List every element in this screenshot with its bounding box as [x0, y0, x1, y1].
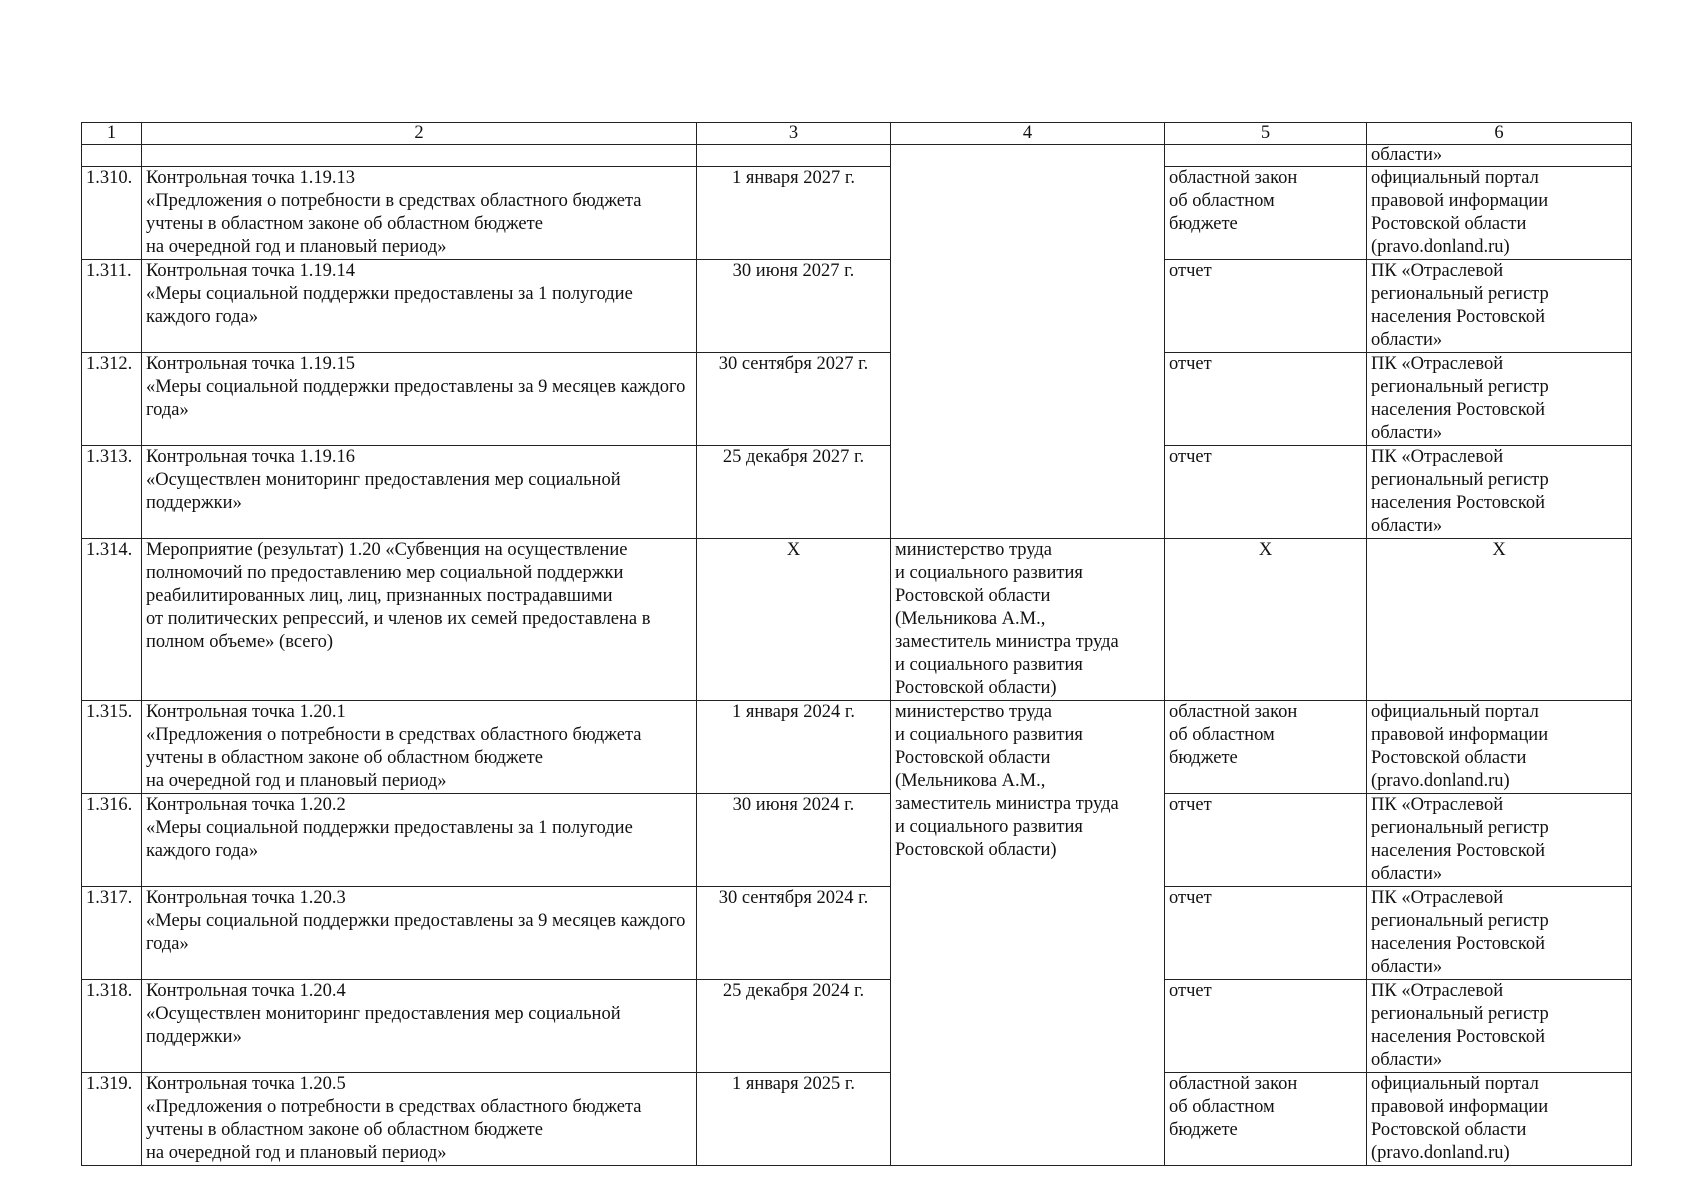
document-cell: отчет	[1165, 887, 1367, 980]
responsible-cell: министерство труда и социального развития Ростовской области (Мельникова А.М., заместитель министра труда и социального развития Ростовской области)	[891, 539, 1165, 701]
date-cell: 25 декабря 2027 г.	[697, 446, 891, 539]
row-number-cell: 1.312.	[82, 353, 142, 446]
name-cell: Контрольная точка 1.20.2 «Меры социальной поддержки предоставлены за 1 полугодие каждого года»	[142, 794, 697, 887]
header-cell: 2	[142, 123, 697, 145]
date-cell: 30 июня 2027 г.	[697, 260, 891, 353]
name-cell: Контрольная точка 1.19.15 «Меры социальной поддержки предоставлены за 9 месяцев каждого года»	[142, 353, 697, 446]
continuation-row	[82, 145, 1632, 167]
row-number-cell: 1.316.	[82, 794, 142, 887]
header-cell: 6	[1367, 123, 1632, 145]
header-cell: 3	[697, 123, 891, 145]
system-cell: области»	[1367, 145, 1632, 167]
document-cell	[1165, 145, 1367, 167]
row-number-cell: 1.310.	[82, 167, 142, 260]
system-cell: официальный портал правовой информации Ростовской области (pravo.donland.ru)	[1367, 1073, 1632, 1166]
table-row	[82, 887, 1632, 980]
row-number-cell	[82, 145, 142, 167]
row-number-cell: 1.317.	[82, 887, 142, 980]
date-cell: 25 декабря 2024 г.	[697, 980, 891, 1073]
table-row	[82, 446, 1632, 539]
system-cell: официальный портал правовой информации Ростовской области (pravo.donland.ru)	[1367, 167, 1632, 260]
system-cell: ПК «Отраслевой региональный регистр населения Ростовской области»	[1367, 887, 1632, 980]
responsible-cell: министерство труда и социального развития Ростовской области (Мельникова А.М., заместитель министра труда и социального развития Ростовской области)	[891, 701, 1165, 1166]
name-cell: Мероприятие (результат) 1.20 «Субвенция на осуществление полномочий по предоставлению мер социальной поддержки реабилитированных лиц, лиц, признанных пострадавшими от политических репрессий, и членов их семей предоставлена в полном объеме» (всего)	[142, 539, 697, 701]
name-cell: Контрольная точка 1.20.1 «Предложения о потребности в средствах областного бюджета учтены в областном законе об областном бюджете на очередной год и плановый период»	[142, 701, 697, 794]
name-cell	[142, 145, 697, 167]
table-row	[82, 353, 1632, 446]
name-cell: Контрольная точка 1.19.14 «Меры социальной поддержки предоставлены за 1 полугодие каждого года»	[142, 260, 697, 353]
table-row	[82, 167, 1632, 260]
date-cell: 30 сентября 2027 г.	[697, 353, 891, 446]
document-cell: областной закон об областном бюджете	[1165, 701, 1367, 794]
document-cell: отчет	[1165, 980, 1367, 1073]
document-cell: отчет	[1165, 353, 1367, 446]
system-cell: ПК «Отраслевой региональный регистр населения Ростовской области»	[1367, 980, 1632, 1073]
name-cell: Контрольная точка 1.20.4 «Осуществлен мониторинг предоставления мер социальной поддержки»	[142, 980, 697, 1073]
table-row	[82, 1073, 1632, 1166]
document-cell: областной закон об областном бюджете	[1165, 1073, 1367, 1166]
row-number-cell: 1.319.	[82, 1073, 142, 1166]
row-number-cell: 1.318.	[82, 980, 142, 1073]
table-row	[82, 260, 1632, 353]
document-page	[81, 122, 1632, 1166]
header-cell: 5	[1165, 123, 1367, 145]
system-cell: ПК «Отраслевой региональный регистр населения Ростовской области»	[1367, 353, 1632, 446]
table-row	[82, 539, 1632, 701]
date-cell: 1 января 2025 г.	[697, 1073, 891, 1166]
name-cell: Контрольная точка 1.19.16 «Осуществлен мониторинг предоставления мер социальной поддержки»	[142, 446, 697, 539]
row-number-cell: 1.313.	[82, 446, 142, 539]
system-cell: Х	[1367, 539, 1632, 701]
table-row	[82, 701, 1632, 794]
system-cell: ПК «Отраслевой региональный регистр населения Ростовской области»	[1367, 446, 1632, 539]
date-cell: Х	[697, 539, 891, 701]
system-cell: ПК «Отраслевой региональный регистр населения Ростовской области»	[1367, 260, 1632, 353]
row-number-cell: 1.311.	[82, 260, 142, 353]
table-row	[82, 794, 1632, 887]
name-cell: Контрольная точка 1.19.13 «Предложения о потребности в средствах областного бюджета учтены в областном законе об областном бюджете на очередной год и плановый период»	[142, 167, 697, 260]
table-row	[82, 980, 1632, 1073]
document-cell: отчет	[1165, 260, 1367, 353]
plan-table	[81, 122, 1632, 1166]
name-cell: Контрольная точка 1.20.3 «Меры социальной поддержки предоставлены за 9 месяцев каждого года»	[142, 887, 697, 980]
header-cell: 4	[891, 123, 1165, 145]
row-number-cell: 1.315.	[82, 701, 142, 794]
document-cell: Х	[1165, 539, 1367, 701]
row-number-cell: 1.314.	[82, 539, 142, 701]
name-cell: Контрольная точка 1.20.5 «Предложения о потребности в средствах областного бюджета учтены в областном законе об областном бюджете на очередной год и плановый период»	[142, 1073, 697, 1166]
document-cell: отчет	[1165, 446, 1367, 539]
date-cell: 30 июня 2024 г.	[697, 794, 891, 887]
header-cell: 1	[82, 123, 142, 145]
system-cell: официальный портал правовой информации Ростовской области (pravo.donland.ru)	[1367, 701, 1632, 794]
document-cell: отчет	[1165, 794, 1367, 887]
date-cell	[697, 145, 891, 167]
responsible-cell-empty	[891, 145, 1165, 539]
date-cell: 1 января 2027 г.	[697, 167, 891, 260]
date-cell: 1 января 2024 г.	[697, 701, 891, 794]
system-cell: ПК «Отраслевой региональный регистр населения Ростовской области»	[1367, 794, 1632, 887]
date-cell: 30 сентября 2024 г.	[697, 887, 891, 980]
header-row	[82, 123, 1632, 145]
document-cell: областной закон об областном бюджете	[1165, 167, 1367, 260]
